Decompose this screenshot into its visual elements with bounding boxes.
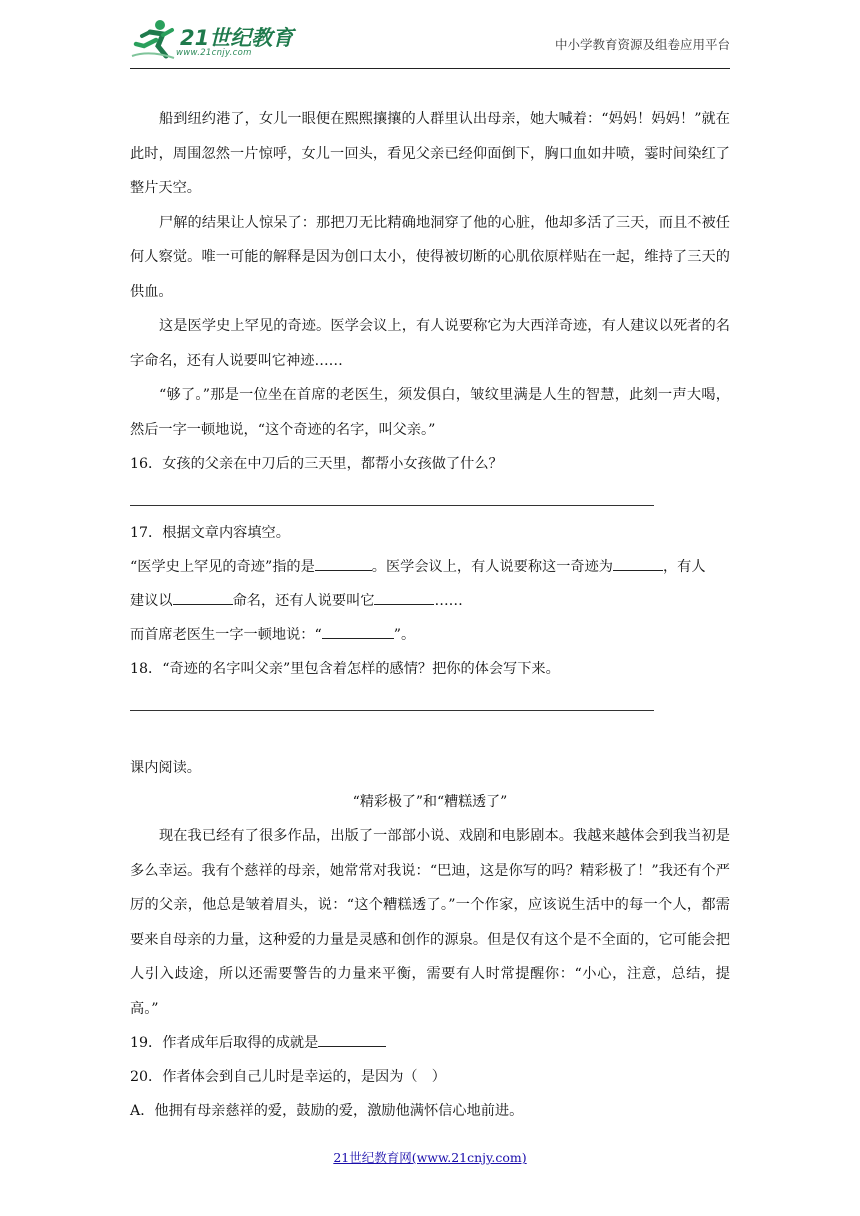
passage1-paragraph: 这是医学史上罕见的奇迹。医学会议上，有人说要称它为大西洋奇迹，有人建议以死者的名字命名，还有人说要叫它神迹…… bbox=[130, 318, 730, 369]
question-17-title: 17．根据文章内容填空。 bbox=[130, 525, 290, 541]
passage2-title: “精彩极了”和“糟糕透了” bbox=[352, 794, 508, 810]
section-gap bbox=[130, 721, 730, 751]
fill-blank[interactable] bbox=[374, 590, 434, 605]
header-platform-text: 中小学教育资源及组卷应用平台 bbox=[554, 37, 730, 52]
question-17-line2: 建议以 命名，还有人说要叫它 …… bbox=[130, 584, 730, 618]
answer-line-16[interactable] bbox=[130, 481, 654, 506]
fill-blank[interactable] bbox=[322, 624, 394, 639]
question-20: 20．作者体会到自己儿时是幸运的，是因为（ ） bbox=[130, 1069, 446, 1085]
site-logo bbox=[130, 12, 300, 64]
passage2-paragraph: 现在我已经有了很多作品，出版了一部部小说、戏剧和电影剧本。我越来越体会到我当初是多么幸运。我有个慈祥的母亲，她常常对我说：“巴迪，这是你写的吗？精彩极了！”我还有个严厉的父亲，他总是皱着眉头，说：“这个糟糕透了。”一个作家，应该说生活中的每一个人，都需要来自母亲的力量，这种爱的力量是灵感和创作的源泉。但是仅有这个是不全面的，它可能会把人引入歧途，所以还需要警告的力量来平衡，需要有人时常提醒你：“小心，注意，总结，提高。” bbox=[130, 828, 730, 1017]
runner-logo-icon bbox=[130, 16, 178, 64]
logo-url: www.21cnjy.com bbox=[176, 48, 252, 58]
fill-blank[interactable] bbox=[318, 1032, 386, 1047]
fill-blank[interactable] bbox=[613, 556, 663, 571]
question-17-line1: “医学史上罕见的奇迹”指的是 。医学会议上，有人说要称这一奇迹为 ，有人 bbox=[130, 550, 730, 584]
fill-blank[interactable] bbox=[173, 590, 233, 605]
page-footer bbox=[0, 1148, 860, 1166]
footer-link[interactable]: 21世纪教育网(www.21cnjy.com) bbox=[333, 1150, 527, 1165]
passage1-paragraph: 尸解的结果让人惊呆了：那把刀无比精确地洞穿了他的心脏，他却多活了三天，而且不被任何人察觉。唯一可能的解释是因为创口太小，使得被切断的心肌依原样贴在一起，维持了三天的供血。 bbox=[130, 214, 730, 300]
question-18: 18．“奇迹的名字叫父亲”里包含着怎样的感情？把你的体会写下来。 bbox=[130, 661, 560, 677]
document-body bbox=[130, 102, 730, 1128]
question-17-line3: 而首席老医生一字一顿地说：“ ”。 bbox=[130, 618, 730, 652]
passage1-paragraph: “够了。”那是一位坐在首席的老医生，须发俱白，皱纹里满是人生的智慧，此刻一声大喝，然后一字一顿地说，“这个奇迹的名字，叫父亲。” bbox=[130, 387, 730, 438]
section-label: 课内阅读。 bbox=[130, 760, 201, 776]
question-16: 16．女孩的父亲在中刀后的三天里，都帮小女孩做了什么？ bbox=[130, 456, 503, 472]
logo-text: 21世纪教育 bbox=[180, 26, 294, 50]
fill-blank[interactable] bbox=[315, 556, 372, 571]
header-divider bbox=[130, 68, 730, 69]
page-header bbox=[130, 8, 730, 70]
question-20-option-a[interactable]: A．他拥有母亲慈祥的爱，鼓励的爱，激励他满怀信心地前进。 bbox=[130, 1103, 524, 1119]
passage1-paragraph: 船到纽约港了，女儿一眼便在熙熙攘攘的人群里认出母亲，她大喊着：“妈妈！妈妈！”就在此时，周围忽然一片惊呼，女儿一回头，看见父亲已经仰面倒下，胸口血如井喷，霎时间染红了整片天空。 bbox=[130, 111, 730, 196]
question-19: 19．作者成年后取得的成就是 bbox=[130, 1026, 730, 1060]
answer-line-18[interactable] bbox=[130, 686, 654, 711]
